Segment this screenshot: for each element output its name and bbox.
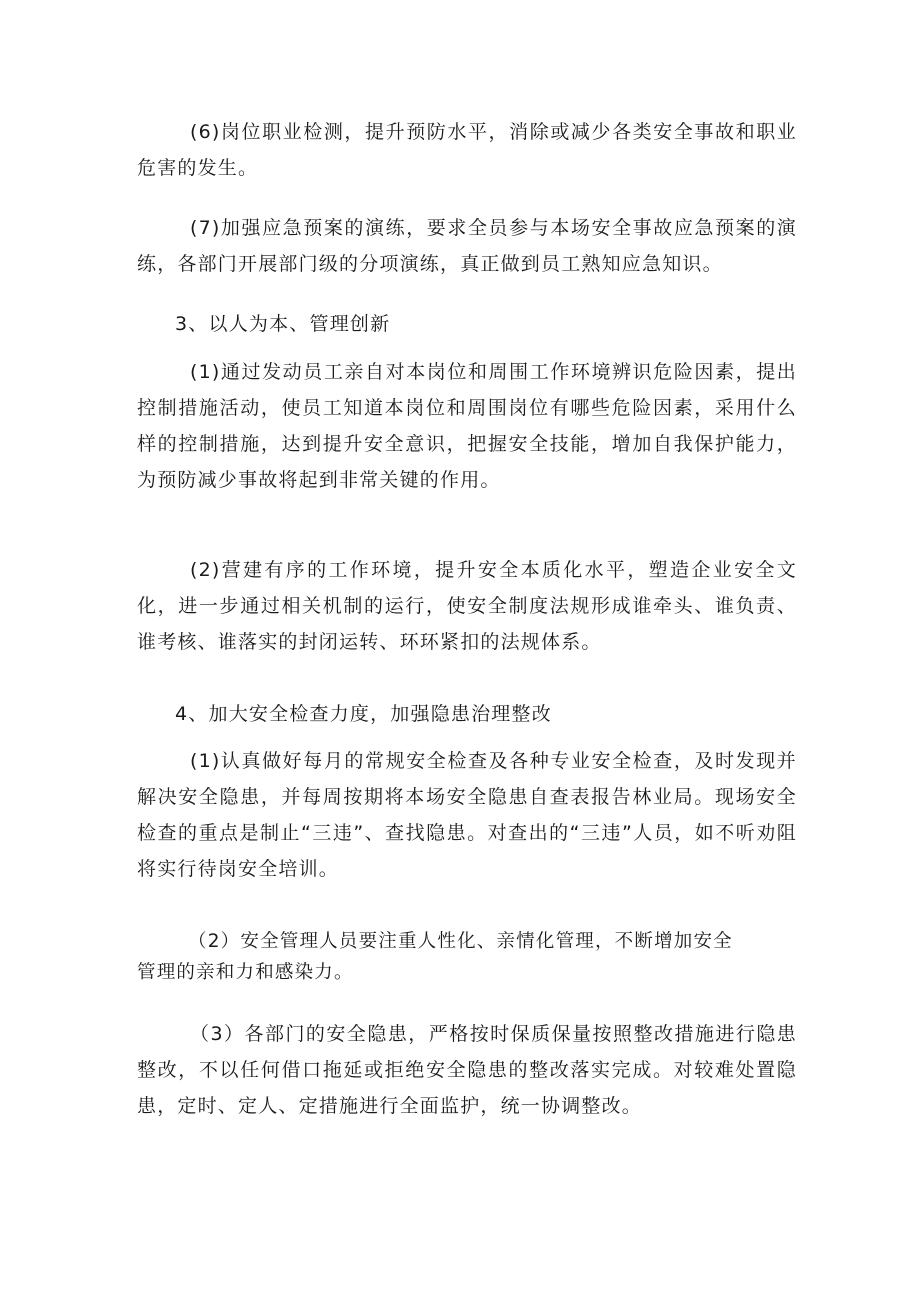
paragraph-item-7: (7)加强应急预案的演练，要求全员参与本场安全事故应急预案的演练，各部门开展部门级的分项演练，真正做到员工熟知应急知识。 [137,217,797,275]
paragraph-4-2 [137,926,797,988]
paragraph-4-3: （3）各部门的安全隐患，严格按时保质保量按照整改措施进行隐患整改，不以任何借口拖延或拒绝安全隐患的整改落实完成。对较难处置隐患，定时、定人、定措施进行全面监护，统一协调整改。 [137,1023,797,1117]
paragraph-4-2-line-1: （2）安全管理人员要注重人性化、亲情化管理，不断增加安全 [188,931,733,952]
paragraph-4-2-line-2: 管理的亲和力和感染力。 [137,962,354,983]
paragraph-4-1: (1)认真做好每月的常规安全检查及各种专业安全检查，及时发现并解决安全隐患，并每周按期将本场安全隐患自查表报告林业局。现场安全检查的重点是制止“三违”、查找隐患。对查出的“三违”人员，如不听劝阻将实行待岗安全培训。 [137,750,797,880]
section-heading-3: 3、以人为本、管理创新 [175,313,391,335]
paragraph-item-6: (6)岗位职业检测，提升预防水平，消除或减少各类安全事故和职业危害的发生。 [137,121,797,179]
paragraph-3-1: (1)通过发动员工亲自对本岗位和周围工作环境辨识危险因素，提出控制措施活动，使员工知道本岗位和周围岗位有哪些危险因素，采用什么样的控制措施，达到提升安全意识，把握安全技能，增加自我保护能力，为预防减少事故将起到非常关键的作用。 [137,361,797,491]
paragraph-3-2: (2)营建有序的工作环境，提升安全本质化水平，塑造企业安全文化，进一步通过相关机制的运行，使安全制度法规形成谁牵头、谁负责、谁考核、谁落实的封闭运转、环环紧扣的法规体系。 [137,559,797,653]
section-heading-4: 4、加大安全检查力度，加强隐患治理整改 [175,703,552,725]
